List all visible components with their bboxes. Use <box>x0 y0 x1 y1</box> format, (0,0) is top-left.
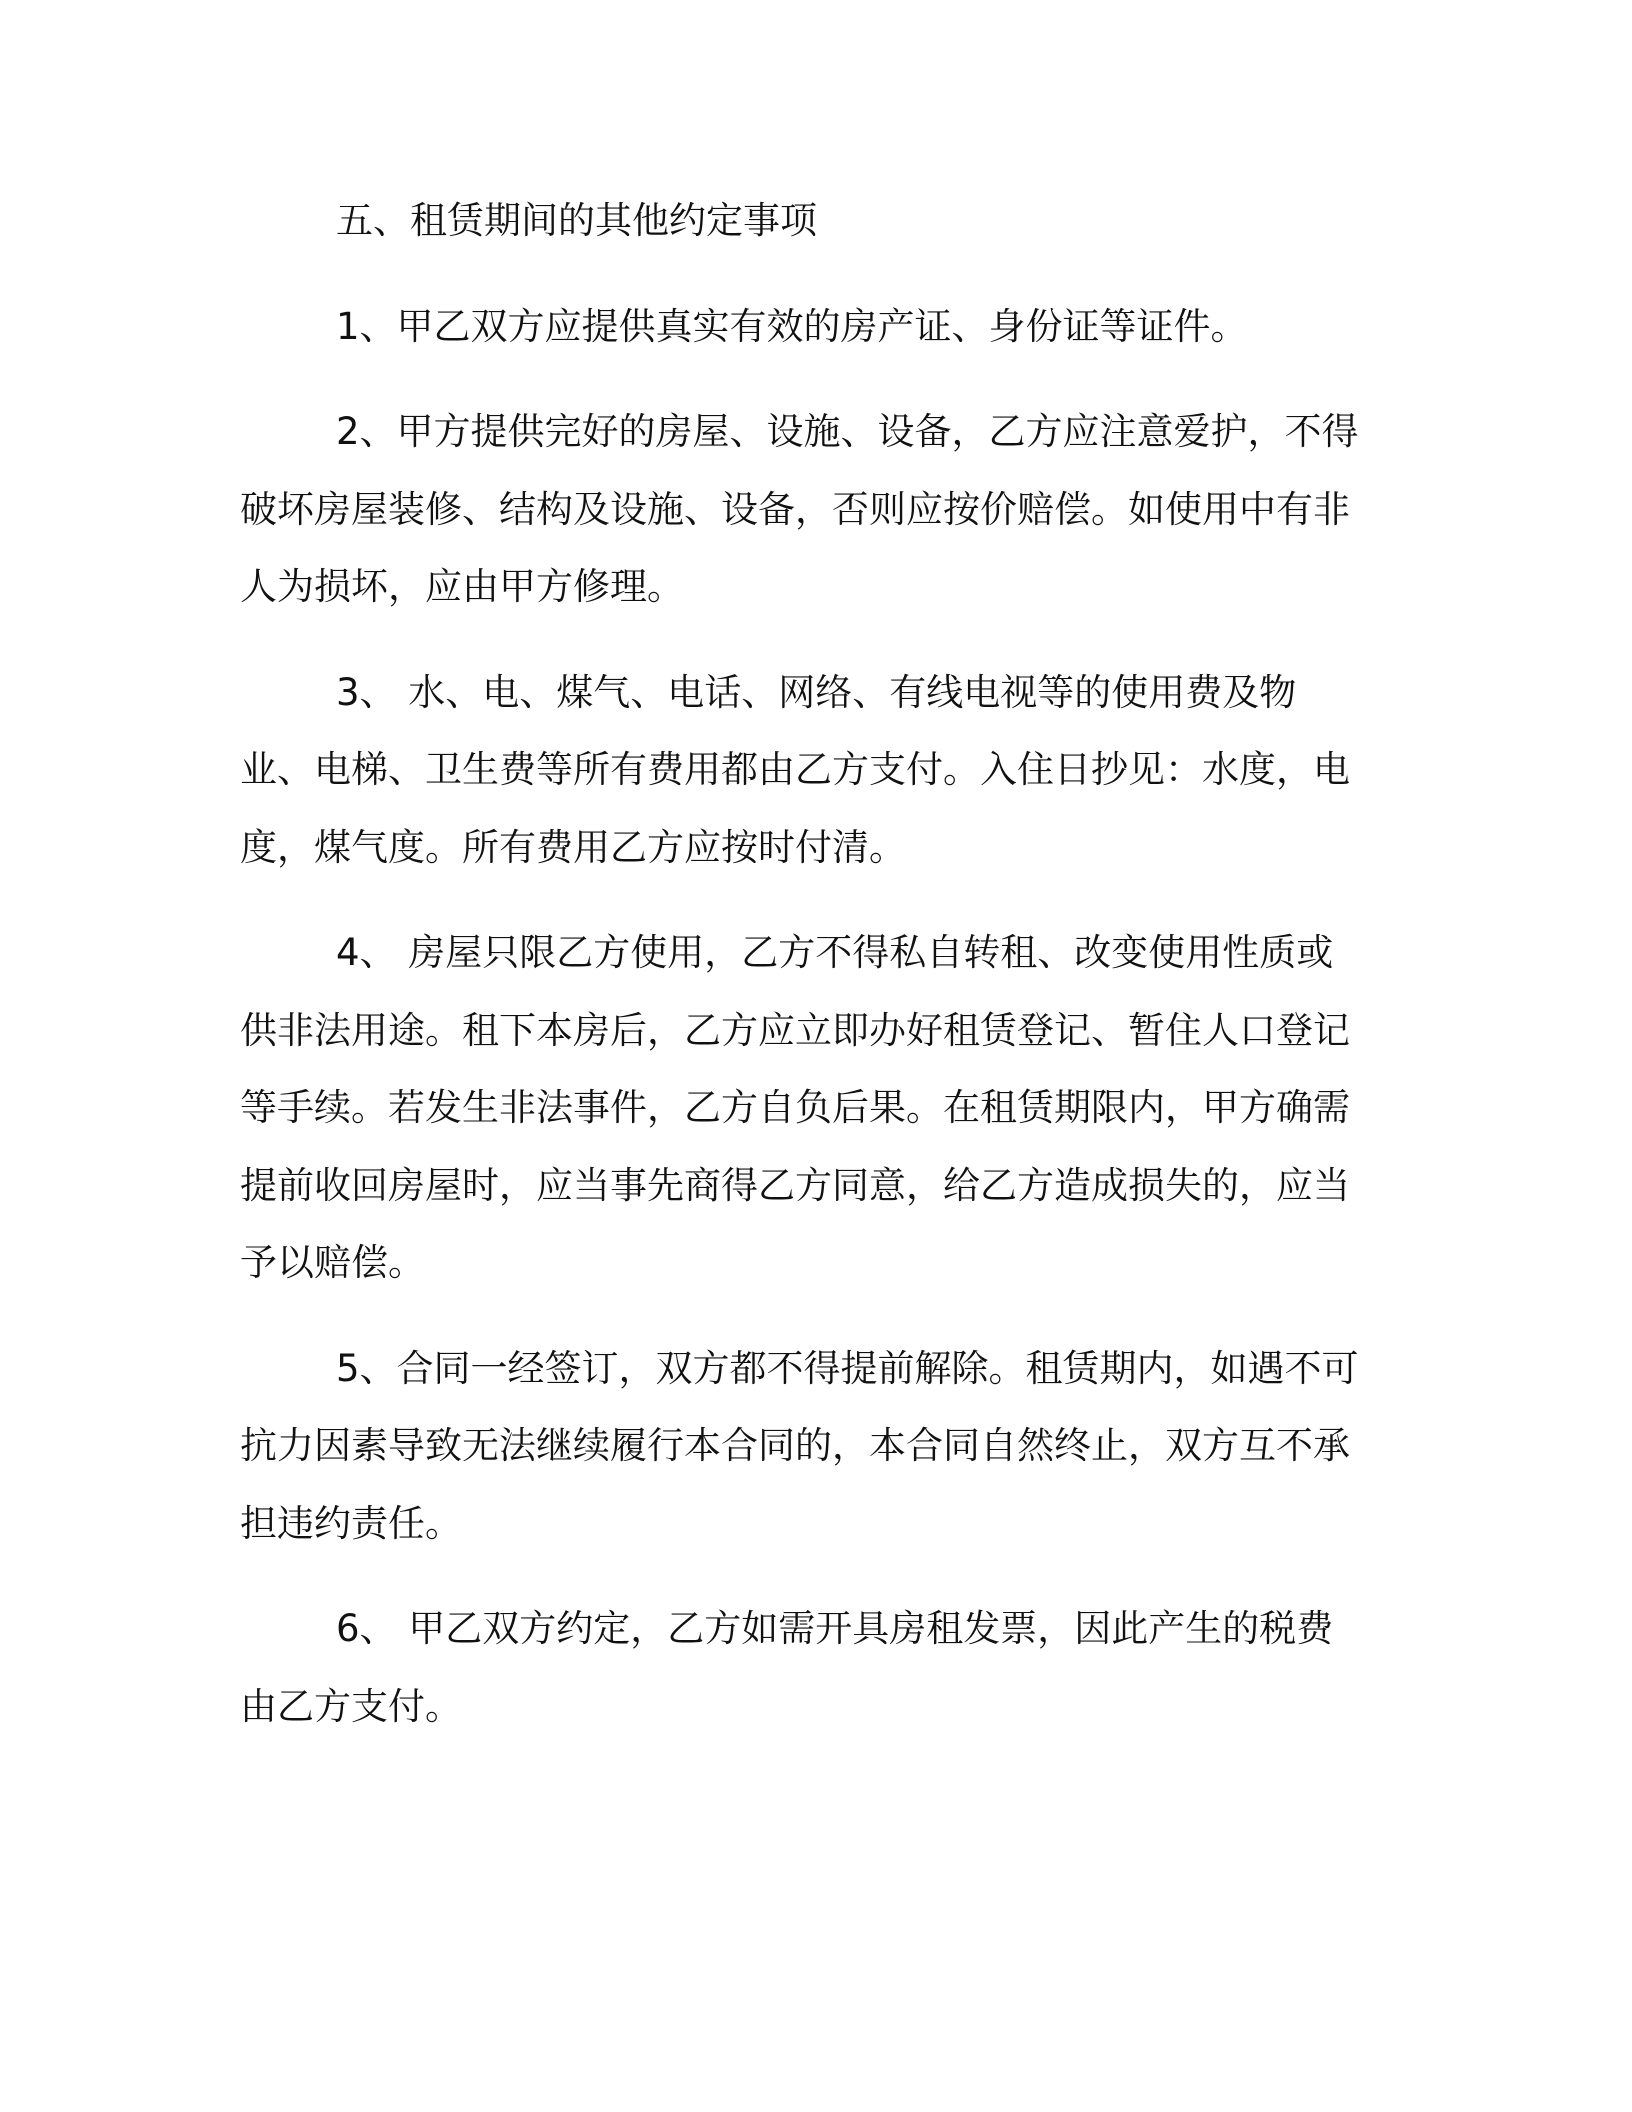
clause-5: 5、合同一经签订，双方都不得提前解除。租赁期内，如遇不可抗力因素导致无法继续履行本合同的，本合同自然终止，双方互不承担违约责任。 <box>240 1346 1359 1545</box>
clause-6: 6、 甲乙双方约定，乙方如需开具房租发票，因此产生的税费由乙方支付。 <box>240 1607 1334 1728</box>
document-body <box>240 182 1370 1773</box>
clause-1: 1、甲乙双方应提供真实有效的房产证、身份证等证件。 <box>336 304 1248 348</box>
clause-2: 2、甲方提供完好的房屋、设施、设备，乙方应注意爱护，不得破坏房屋装修、结构及设施、设备，否则应按价赔偿。如使用中有非人为损坏，应由甲方修理。 <box>240 410 1359 608</box>
clause-4: 4、 房屋只限乙方使用，乙方不得私自转租、改变使用性质或供非法用途。租下本房后，乙方应立即办好租赁登记、暂住人口登记等手续。若发生非法事件，乙方自负后果。在租赁期限内，甲方确需提前收回房屋时，应当事先商得乙方同意，给乙方造成损失的，应当予以赔偿。 <box>240 931 1350 1284</box>
section-heading: 五、租赁期间的其他约定事项 <box>336 199 817 242</box>
clause-3: 3、 水、电、煤气、电话、网络、有线电视等的使用费及物业、电梯、卫生费等所有费用都由乙方支付。入住日抄见：水度，电度，煤气度。所有费用乙方应按时付清。 <box>240 670 1350 869</box>
